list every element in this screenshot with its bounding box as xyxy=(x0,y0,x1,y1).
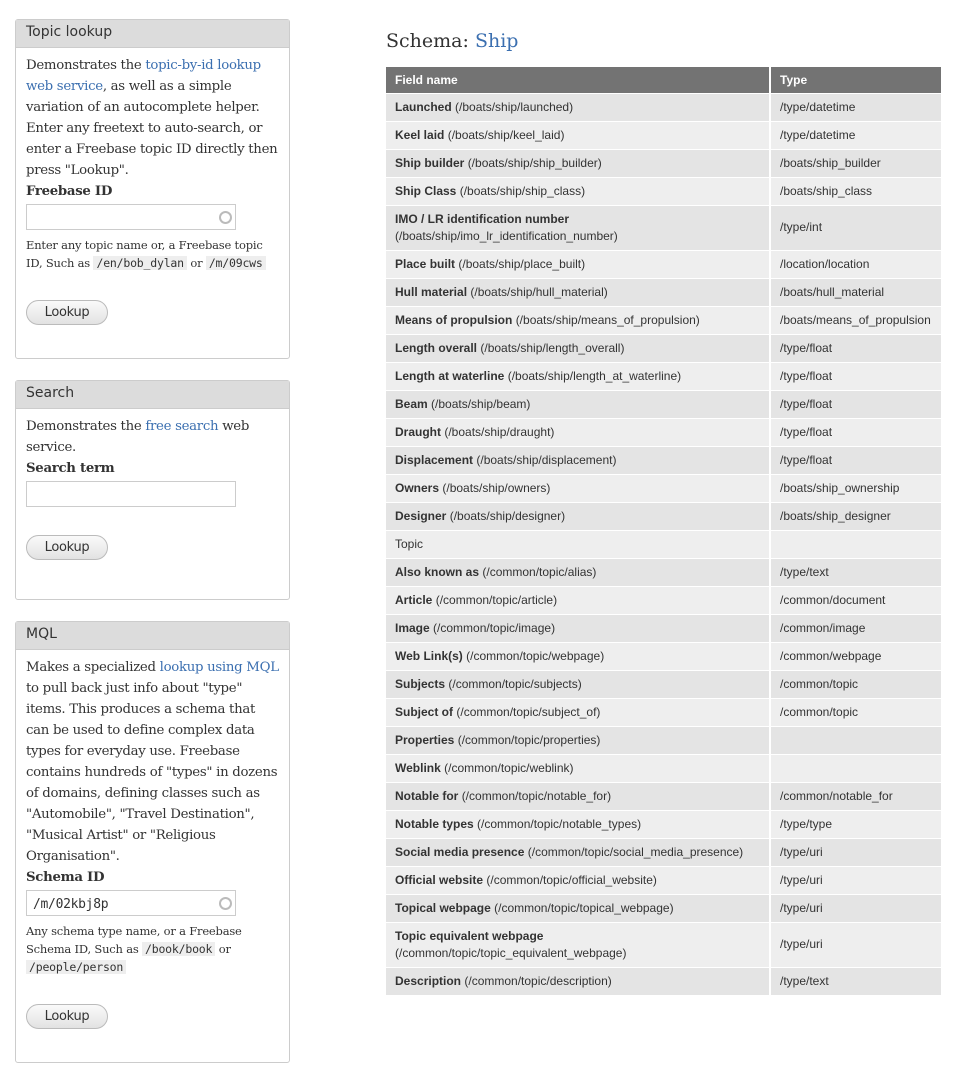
freebase-id-label: Freebase ID xyxy=(26,184,113,199)
field-cell xyxy=(386,782,770,810)
field-cell xyxy=(386,250,770,278)
type-cell: /type/uri xyxy=(770,838,942,866)
field-cell xyxy=(386,558,770,586)
type-cell: /boats/ship_ownership xyxy=(770,474,942,502)
table-row xyxy=(386,177,942,205)
page-title xyxy=(386,30,518,52)
type-cell: /type/text xyxy=(770,558,942,586)
field-cell xyxy=(386,810,770,838)
field-cell xyxy=(386,922,770,967)
field-path: (/boats/ship/beam) xyxy=(431,396,531,411)
type-cell: /boats/hull_material xyxy=(770,278,942,306)
table-row xyxy=(386,474,942,502)
field-path: (/boats/ship/designer) xyxy=(449,508,566,523)
field-path: (/boats/ship/launched) xyxy=(455,99,574,114)
field-cell xyxy=(386,670,770,698)
input-value: /m/02kbj8p xyxy=(33,897,109,912)
search-block xyxy=(15,380,290,600)
example-id: /book/book xyxy=(142,942,215,956)
table-row xyxy=(386,149,942,177)
type-cell: /boats/ship_designer xyxy=(770,502,942,530)
field-path: (/common/topic/article) xyxy=(435,592,558,607)
field-name: Weblink xyxy=(395,760,441,775)
field-name: Keel laid xyxy=(395,127,445,142)
type-cell: /type/int xyxy=(770,205,942,250)
type-cell: /type/text xyxy=(770,967,942,995)
search-term-input[interactable] xyxy=(26,481,236,507)
type-cell: /common/topic xyxy=(770,670,942,698)
type-cell: /type/type xyxy=(770,810,942,838)
field-name: IMO / LR identification number xyxy=(395,211,569,226)
field-cell xyxy=(386,614,770,642)
field-name: Topical webpage xyxy=(395,900,491,915)
table-row xyxy=(386,93,942,121)
table-row xyxy=(386,866,942,894)
field-cell xyxy=(386,967,770,995)
help-text xyxy=(26,236,279,272)
table-row xyxy=(386,306,942,334)
type-cell: /type/float xyxy=(770,418,942,446)
field-cell xyxy=(386,418,770,446)
type-cell: /boats/means_of_propulsion xyxy=(770,306,942,334)
field-path: (/common/topic/properties) xyxy=(457,732,601,747)
field-path: (/common/topic/subjects) xyxy=(448,676,582,691)
field-path: (/boats/ship/owners) xyxy=(442,480,551,495)
field-path: (/boats/ship/ship_builder) xyxy=(467,155,602,170)
field-cell xyxy=(386,894,770,922)
type-cell: /common/image xyxy=(770,614,942,642)
field-name: Notable for xyxy=(395,788,459,803)
field-cell xyxy=(386,866,770,894)
field-cell xyxy=(386,446,770,474)
field-cell xyxy=(386,726,770,754)
field-path: (/common/topic/notable_for) xyxy=(461,788,612,803)
table-row xyxy=(386,967,942,995)
field-path: (/boats/ship/length_overall) xyxy=(480,340,625,355)
field-name: Subject of xyxy=(395,704,454,719)
block-description xyxy=(26,416,279,458)
field-path: (/common/topic/notable_types) xyxy=(477,816,642,831)
type-cell: /common/document xyxy=(770,586,942,614)
field-path: (/boats/ship/means_of_propulsion) xyxy=(515,312,700,327)
field-name: Ship builder xyxy=(395,155,465,170)
field-path: (/common/topic/image) xyxy=(433,620,556,635)
table-row xyxy=(386,922,942,967)
schema-table xyxy=(386,67,943,995)
mql-block xyxy=(15,621,290,1063)
field-cell xyxy=(386,362,770,390)
block-description xyxy=(26,55,279,181)
field-name: Article xyxy=(395,592,433,607)
type-cell: /type/float xyxy=(770,334,942,362)
field-cell xyxy=(386,334,770,362)
table-row xyxy=(386,754,942,782)
field-name: Subjects xyxy=(395,676,446,691)
topic-by-id-link[interactable]: topic-by-id lookup web service xyxy=(26,58,261,94)
help-text xyxy=(26,922,279,976)
free-search-link[interactable]: free search xyxy=(145,419,219,434)
field-cell xyxy=(386,306,770,334)
field-path: (/common/topic/weblink) xyxy=(444,760,574,775)
field-cell xyxy=(386,390,770,418)
field-cell xyxy=(386,93,770,121)
lookup-button[interactable]: Lookup xyxy=(26,300,108,325)
field-name: Length overall xyxy=(395,340,478,355)
lookup-button[interactable]: Lookup xyxy=(26,1004,108,1029)
field-cell xyxy=(386,754,770,782)
field-name: Social media presence xyxy=(395,844,525,859)
example-id: /en/bob_dylan xyxy=(93,256,186,270)
field-path: (/common/topic/webpage) xyxy=(466,648,605,663)
field-cell xyxy=(386,698,770,726)
table-row xyxy=(386,418,942,446)
field-path: (/boats/ship/ship_class) xyxy=(459,183,586,198)
title-prefix: Schema: xyxy=(386,30,475,52)
field-name: Ship Class xyxy=(395,183,457,198)
lookup-mql-link[interactable]: lookup using MQL xyxy=(159,660,279,675)
type-cell: /type/uri xyxy=(770,922,942,967)
desc-text: web service. xyxy=(26,419,250,455)
field-name: Draught xyxy=(395,424,441,439)
field-path: (/boats/ship/place_built) xyxy=(458,256,586,271)
block-title: Search xyxy=(16,381,289,409)
type-cell: /type/float xyxy=(770,390,942,418)
help-or: or xyxy=(215,942,231,956)
block-description xyxy=(26,657,279,867)
desc-text: , as well as a simple variation of an autocomplete helper. Enter any freetext to auto-search, or enter a Freebase topic ID directly then press "Lookup". xyxy=(26,79,278,178)
type-cell: /type/datetime xyxy=(770,93,942,121)
table-row xyxy=(386,838,942,866)
field-name: Place built xyxy=(395,256,456,271)
field-name: Image xyxy=(395,620,430,635)
column-header-field-name: Field name xyxy=(386,67,770,93)
table-row xyxy=(386,726,942,754)
type-cell: /common/notable_for xyxy=(770,782,942,810)
table-row xyxy=(386,530,942,558)
table-row xyxy=(386,810,942,838)
table-row xyxy=(386,334,942,362)
type-cell xyxy=(770,726,942,754)
field-cell xyxy=(386,177,770,205)
table-row xyxy=(386,121,942,149)
field-path: (/boats/ship/hull_material) xyxy=(470,284,608,299)
field-cell xyxy=(386,121,770,149)
field-name: Web Link(s) xyxy=(395,648,463,663)
field-cell xyxy=(386,838,770,866)
table-row xyxy=(386,278,942,306)
table-row xyxy=(386,502,942,530)
schema-name-link[interactable]: Ship xyxy=(474,30,519,52)
type-cell: /location/location xyxy=(770,250,942,278)
field-name: Official website xyxy=(395,872,484,887)
field-name: Owners xyxy=(395,480,440,495)
field-name: Topic equivalent webpage xyxy=(395,928,544,943)
desc-text: to pull back just info about "type" items. This produces a schema that can be used to define complex data types for everyday use. Freebase contains hundreds of "types" in dozens of domains, defining classes such as "Automobile", "Travel Destination", "Musical Artist" or "Religious Organisation". xyxy=(26,681,278,864)
table-row xyxy=(386,642,942,670)
type-cell: /type/datetime xyxy=(770,121,942,149)
example-id: /m/09cws xyxy=(206,256,266,270)
schema-id-input[interactable] xyxy=(26,890,236,916)
table-row xyxy=(386,390,942,418)
help-pre: Any schema type name, or a Freebase Schema ID, Such as xyxy=(26,924,242,956)
field-path: (/common/topic/subject_of) xyxy=(456,704,601,719)
field-path: (/common/topic/topical_webpage) xyxy=(494,900,674,915)
desc-text: Makes a specialized xyxy=(26,660,160,675)
table-row xyxy=(386,894,942,922)
field-name: Designer xyxy=(395,508,447,523)
field-path: (/boats/ship/keel_laid) xyxy=(447,127,565,142)
spinner-icon xyxy=(219,211,232,224)
field-path: (/common/topic/topic_equivalent_webpage) xyxy=(395,945,627,960)
field-name: Displacement xyxy=(395,452,474,467)
section-label: Topic xyxy=(395,536,424,551)
topic-lookup-block xyxy=(15,19,290,359)
field-cell xyxy=(386,502,770,530)
field-cell xyxy=(386,149,770,177)
type-cell: /type/float xyxy=(770,362,942,390)
field-name: Description xyxy=(395,973,462,988)
help-pre: Enter any topic name or, a Freebase topic ID, Such as xyxy=(26,238,263,270)
field-name: Length at waterline xyxy=(395,368,505,383)
column-header-type: Type xyxy=(770,67,942,93)
table-row xyxy=(386,205,942,250)
field-path: (/boats/ship/length_at_waterline) xyxy=(507,368,682,383)
table-row xyxy=(386,698,942,726)
block-title: MQL xyxy=(16,622,289,650)
table-row xyxy=(386,586,942,614)
type-cell: /common/topic xyxy=(770,698,942,726)
schema-id-label: Schema ID xyxy=(26,870,105,885)
field-name: Hull material xyxy=(395,284,468,299)
type-cell: /boats/ship_builder xyxy=(770,149,942,177)
field-name: Also known as xyxy=(395,564,480,579)
desc-text: Demonstrates the xyxy=(26,58,146,73)
type-cell xyxy=(770,754,942,782)
field-cell xyxy=(386,474,770,502)
field-cell xyxy=(386,530,770,558)
block-title: Topic lookup xyxy=(16,20,289,48)
field-cell xyxy=(386,642,770,670)
desc-text: Demonstrates the xyxy=(26,419,146,434)
field-path: (/boats/ship/imo_lr_identification_number) xyxy=(395,228,618,243)
table-row xyxy=(386,614,942,642)
field-cell xyxy=(386,586,770,614)
table-row xyxy=(386,558,942,586)
field-name: Beam xyxy=(395,396,428,411)
type-cell xyxy=(770,530,942,558)
spinner-icon xyxy=(219,897,232,910)
help-or: or xyxy=(186,256,206,270)
field-path: (/common/topic/alias) xyxy=(482,564,597,579)
search-term-label: Search term xyxy=(26,461,115,476)
table-row xyxy=(386,250,942,278)
field-name: Properties xyxy=(395,732,455,747)
example-id: /people/person xyxy=(26,960,126,974)
table-row xyxy=(386,446,942,474)
type-cell: /common/webpage xyxy=(770,642,942,670)
field-name: Means of propulsion xyxy=(395,312,513,327)
field-name: Launched xyxy=(395,99,452,114)
table-row xyxy=(386,670,942,698)
type-cell: /type/uri xyxy=(770,894,942,922)
field-cell xyxy=(386,205,770,250)
table-row xyxy=(386,362,942,390)
type-cell: /boats/ship_class xyxy=(770,177,942,205)
field-path: (/boats/ship/draught) xyxy=(444,424,555,439)
field-cell xyxy=(386,278,770,306)
field-path: (/boats/ship/displacement) xyxy=(476,452,617,467)
field-path: (/common/topic/description) xyxy=(464,973,612,988)
field-name: Notable types xyxy=(395,816,474,831)
lookup-button[interactable]: Lookup xyxy=(26,535,108,560)
type-cell: /type/uri xyxy=(770,866,942,894)
type-cell: /type/float xyxy=(770,446,942,474)
freebase-id-input[interactable] xyxy=(26,204,236,230)
table-row xyxy=(386,782,942,810)
field-path: (/common/topic/social_media_presence) xyxy=(527,844,744,859)
field-path: (/common/topic/official_website) xyxy=(486,872,657,887)
